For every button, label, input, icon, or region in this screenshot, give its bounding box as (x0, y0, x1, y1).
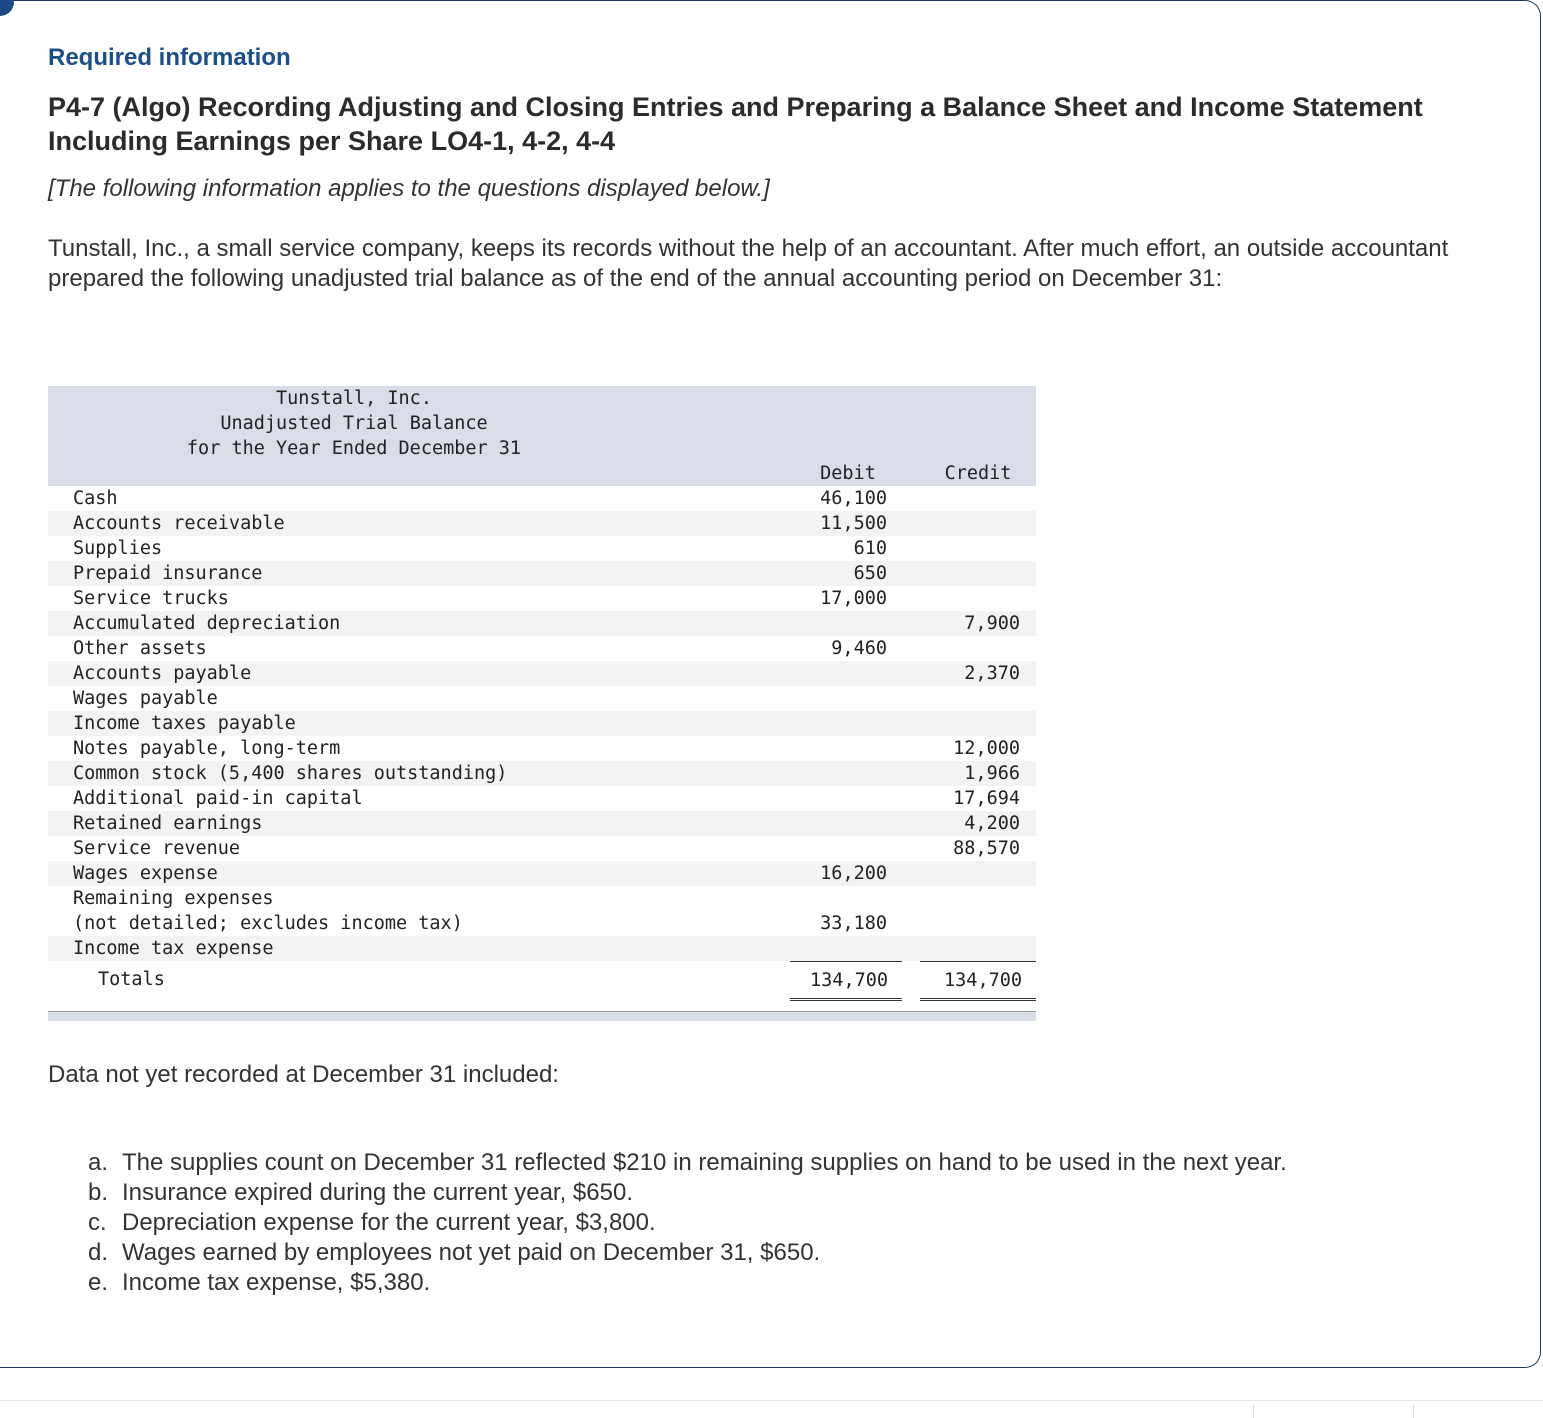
credit-amount: 17,694 (953, 788, 1020, 809)
table-row (48, 661, 1036, 686)
table-row (48, 586, 1036, 611)
applies-note: [The following information applies to the questions displayed below.] (48, 175, 770, 202)
table-row (48, 636, 1036, 661)
account-name: Notes payable, long-term (73, 738, 341, 759)
table-row (48, 736, 1036, 761)
table-row (48, 836, 1036, 861)
credit-column-header: Credit (944, 463, 1012, 484)
account-name: Retained earnings (73, 813, 263, 834)
debit-amount: 650 (853, 563, 887, 584)
account-name: Accounts payable (73, 663, 252, 684)
item-text: Wages earned by employees not yet paid on December 31, $650. (122, 1239, 821, 1266)
account-name: Accumulated depreciation (73, 613, 341, 634)
list-item (88, 1268, 1287, 1298)
bottom-divider-tick (1253, 1404, 1254, 1418)
list-item (88, 1178, 1287, 1208)
item-text: The supplies count on December 31 reflected $210 in remaining supplies on hand to be used in the next year. (122, 1149, 1287, 1176)
debit-amount: 16,200 (820, 863, 887, 884)
trial-balance-table (48, 386, 1036, 1021)
intro-paragraph: Tunstall, Inc., a small service company, keeps its records without the help of an accountant. After much effort, an outside accountant prepared the following unadjusted trial balance as of the end of the annual accounting period on December 31: (48, 235, 1449, 292)
debit-amount: 610 (853, 538, 887, 559)
total-credit: 134,700 (920, 961, 1036, 1001)
account-name: Prepaid insurance (73, 563, 263, 584)
trial-balance-header (48, 386, 1036, 486)
account-name: Wages expense (73, 863, 218, 884)
table-row (48, 886, 1036, 936)
required-information-label: Required information (48, 44, 291, 71)
table-row (48, 786, 1036, 811)
account-name: Other assets (73, 638, 207, 659)
debit-amount: 9,460 (831, 638, 887, 659)
account-name: Remaining expenses (not detailed; excludes income tax) (73, 888, 463, 934)
account-name: Wages payable (73, 688, 218, 709)
table-row (48, 761, 1036, 786)
credit-amount: 4,200 (964, 813, 1020, 834)
table-row (48, 686, 1036, 711)
statement-period: for the Year Ended December 31 (186, 438, 522, 459)
account-name: Income tax expense (73, 938, 274, 959)
debit-amount: 11,500 (820, 513, 887, 534)
data-note: Data not yet recorded at December 31 included: (48, 1061, 559, 1088)
debit-column-header: Debit (820, 463, 876, 484)
table-row (48, 711, 1036, 736)
credit-amount: 12,000 (953, 738, 1020, 759)
totals-row (48, 961, 1036, 1011)
account-name: Service revenue (73, 838, 241, 859)
list-item (88, 1238, 1287, 1268)
table-row (48, 861, 1036, 886)
item-letter: b. (88, 1179, 109, 1206)
bottom-divider (0, 1400, 1543, 1401)
problem-title: P4-7 (Algo) Recording Adjusting and Closing Entries and Preparing a Balance Sheet and Income Statement Including Earnings per Share LO4-1, 4-2, 4-4 (48, 92, 1423, 156)
item-text: Depreciation expense for the current year, $3,800. (122, 1209, 656, 1236)
account-name: Supplies (73, 538, 163, 559)
account-name: Additional paid-in capital (73, 788, 363, 809)
account-name: Service trucks (73, 588, 229, 609)
company-name: Tunstall, Inc. (276, 388, 432, 409)
total-debit: 134,700 (790, 961, 902, 1001)
statement-name: Unadjusted Trial Balance (220, 413, 488, 434)
table-row (48, 561, 1036, 586)
list-item (88, 1148, 1287, 1178)
adjustment-list (88, 1148, 1287, 1298)
debit-amount: 33,180 (820, 913, 887, 934)
debit-amount: 17,000 (820, 588, 887, 609)
table-row (48, 536, 1036, 561)
account-name: Accounts receivable (73, 513, 285, 534)
item-text: Insurance expired during the current year, $650. (122, 1179, 633, 1206)
table-row (48, 936, 1036, 961)
credit-amount: 7,900 (964, 613, 1020, 634)
trial-balance-rows (48, 486, 1036, 961)
credit-amount: 2,370 (964, 663, 1020, 684)
table-row (48, 486, 1036, 511)
credit-amount: 88,570 (953, 838, 1020, 859)
bottom-divider-tick (1413, 1404, 1414, 1418)
table-row (48, 611, 1036, 636)
account-name: Cash (73, 488, 118, 509)
totals-label: Totals (98, 969, 165, 990)
item-letter: c. (88, 1209, 107, 1236)
table-row (48, 511, 1036, 536)
account-name: Income taxes payable (73, 713, 296, 734)
table-footer (48, 1011, 1036, 1021)
item-letter: e. (88, 1269, 109, 1296)
debit-amount: 46,100 (820, 488, 887, 509)
list-item (88, 1208, 1287, 1238)
item-letter: a. (88, 1149, 109, 1176)
table-row (48, 811, 1036, 836)
item-letter: d. (88, 1239, 109, 1266)
item-text: Income tax expense, $5,380. (122, 1269, 431, 1296)
account-name: Common stock (5,400 shares outstanding) (73, 763, 508, 784)
credit-amount: 1,966 (964, 763, 1020, 784)
